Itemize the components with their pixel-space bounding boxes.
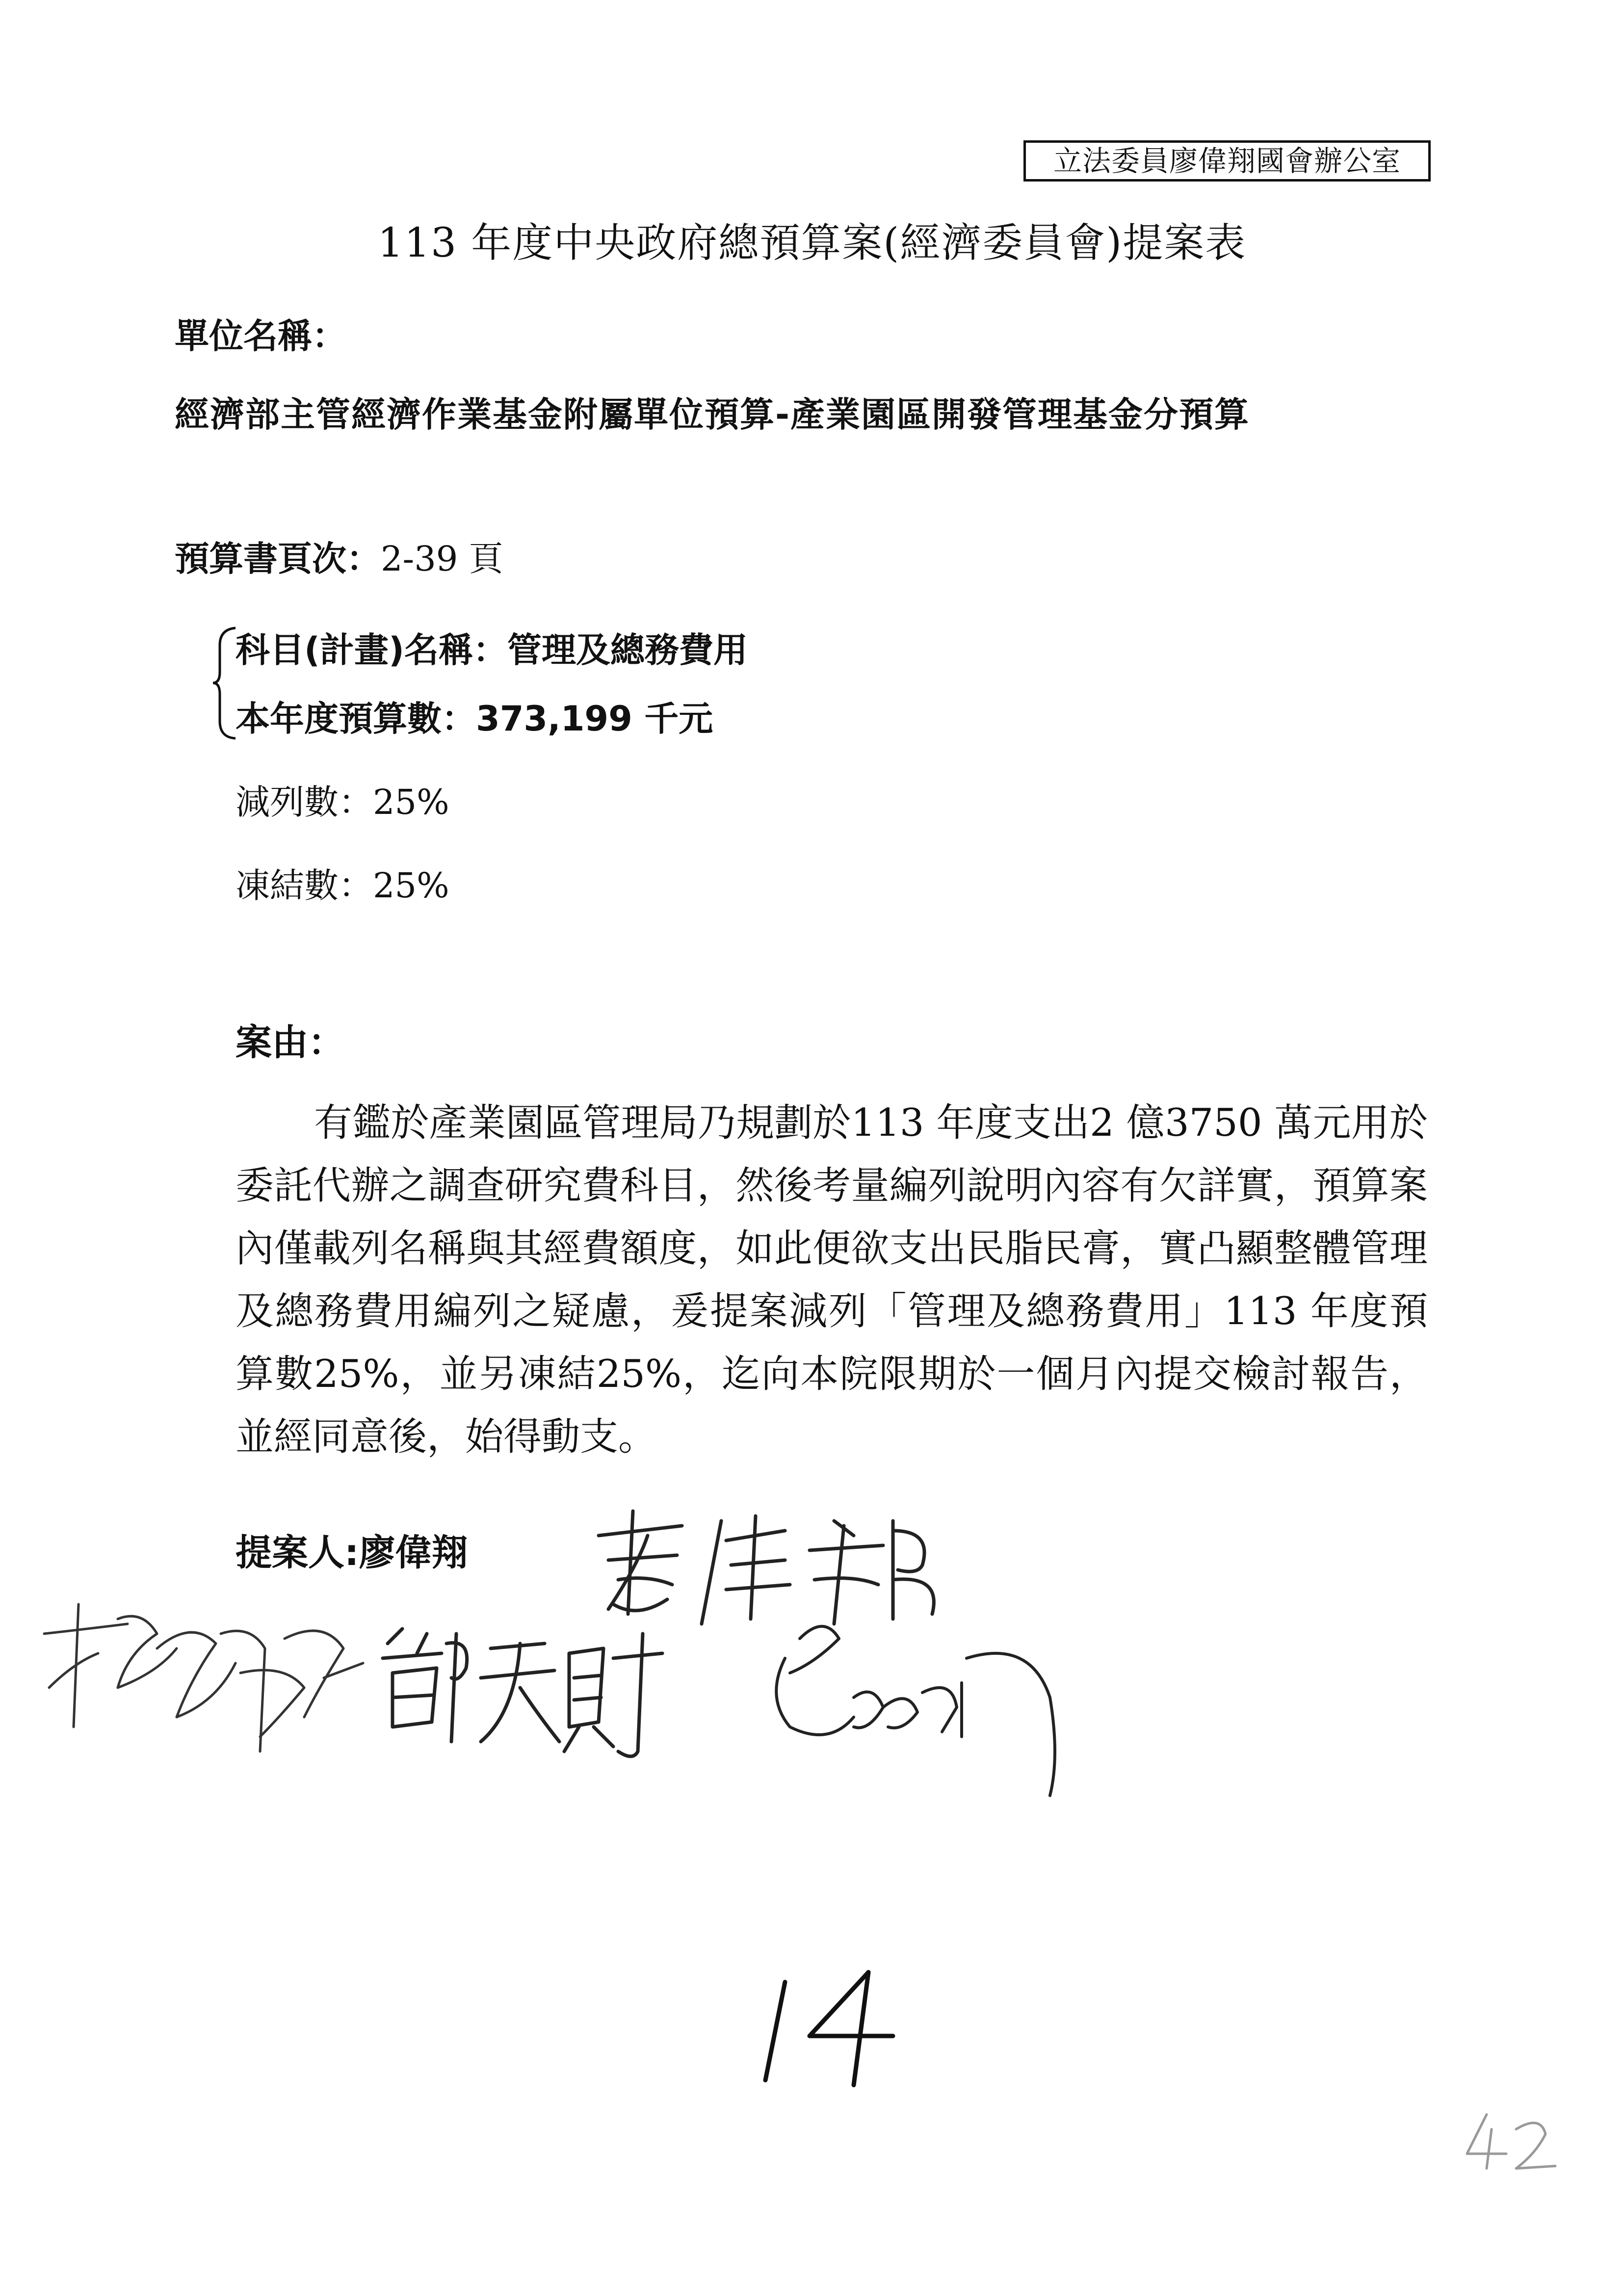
- proposer-label: 提案人:: [236, 1532, 359, 1574]
- budget-page-row: [175, 537, 503, 581]
- reduction-label: 減列數：: [236, 782, 373, 822]
- reduction-row: [236, 780, 449, 824]
- budget-row: [236, 697, 713, 741]
- freeze-value: 25%: [373, 865, 449, 906]
- office-stamp: 立法委員廖偉翔國會辦公室: [1023, 140, 1431, 182]
- signature-scribble-right: [756, 1609, 1079, 1815]
- unit-name: 經濟部主管經濟作業基金附屬單位預算-產業園區開發管理基金分預算: [175, 394, 1250, 435]
- signature-scribble-left: [29, 1590, 373, 1796]
- unit-label: 單位名稱：: [175, 316, 346, 356]
- proposer-name: 廖偉翔: [359, 1532, 468, 1574]
- signature-zheng-tiancai: [373, 1614, 667, 1776]
- budget-value: 373,199 千元: [476, 699, 713, 739]
- reduction-value: 25%: [373, 782, 449, 822]
- subject-row: [236, 628, 748, 672]
- subject-label: 科目(計畫)名稱：: [236, 630, 507, 670]
- freeze-label: 凍結數：: [236, 865, 373, 906]
- page-title: 113 年度中央政府總預算案(經濟委員會)提案表: [377, 220, 1247, 266]
- reason-label: 案由：: [236, 1021, 344, 1064]
- budget-page-label: 預算書頁次：: [175, 539, 381, 579]
- subject-value: 管理及總務費用: [507, 630, 748, 670]
- freeze-row: [236, 863, 449, 908]
- handwritten-page-number: [756, 1962, 903, 2090]
- budget-page-value: 2-39 頁: [381, 539, 503, 579]
- handwritten-corner-number: [1457, 2110, 1565, 2173]
- reason-text: 有鑑於產業園區管理局乃規劃於113 年度支出2 億3750 萬元用於委託代辦之調查研究費科目，然後考量編列說明內容有欠詳實，預算案內僅載列名稱與其經費額度，如此便欲支出民脂民膏，實凸顯整體管理及總務費用編列之疑慮，爰提案減列「管理及總務費用」113 年度預算數25%，並另凍結25%，迄向本院限期於一個月內提交檢討報告，並經同意後，始得動支。: [236, 1101, 1428, 1459]
- proposer-row: [236, 1531, 468, 1575]
- budget-label: 本年度預算數：: [236, 699, 476, 739]
